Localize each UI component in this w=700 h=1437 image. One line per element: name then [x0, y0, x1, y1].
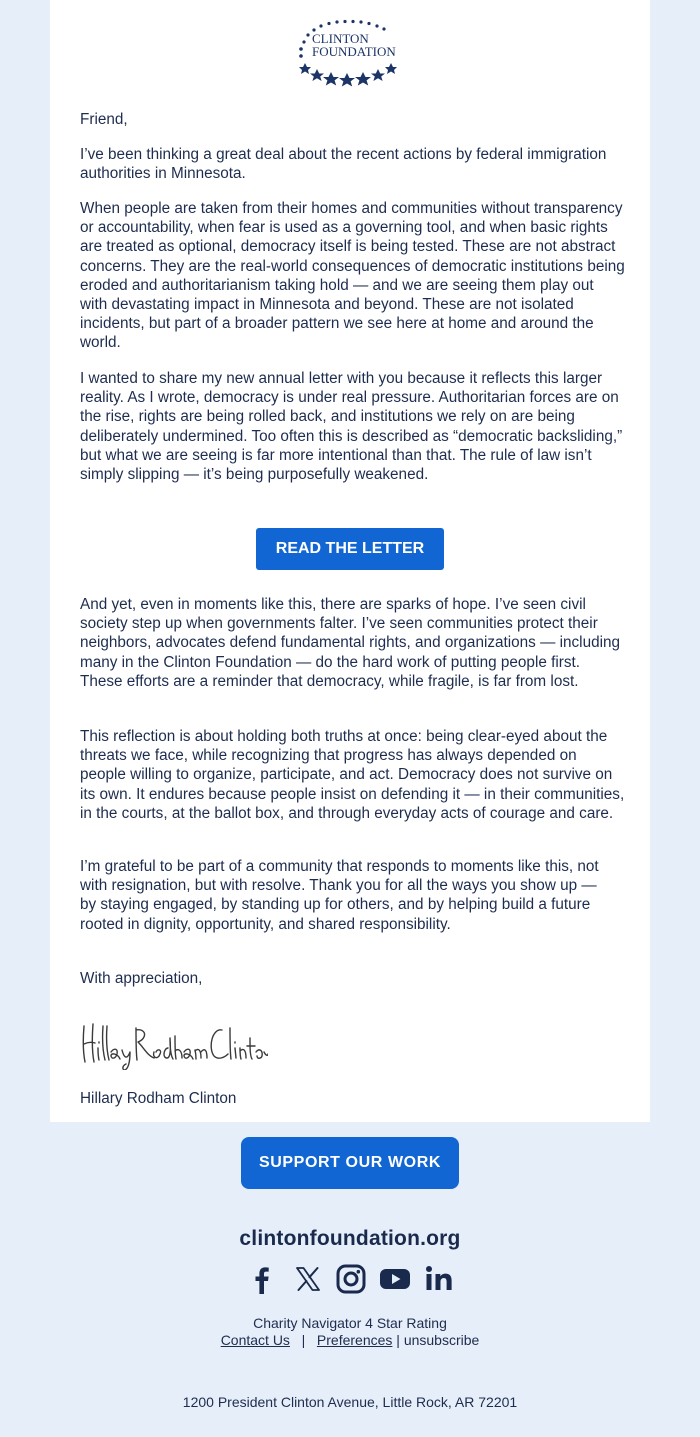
signer-name: Hillary Rodham Clinton	[80, 1090, 237, 1107]
greeting: Friend,	[80, 111, 128, 128]
charity-rating: Charity Navigator 4 Star Rating	[253, 1315, 447, 1331]
link-separator: |	[301, 1332, 306, 1348]
clinton-foundation-logo[interactable]	[290, 18, 412, 88]
letter-paragraph: I wanted to share my new annual letter with you because it reflects this larger reality. As I wrote, democracy is under real pressure. Authoritarian forces are on the rise, rights are being rolled back, and institutions we rely on are being deliberately undermined. Too often this is described as “democratic backsliding,” but what we are seeing is far more intentional than that. The rule of law isn’t simply slipping — it’s being purposefully weakened.	[80, 370, 623, 484]
logo-text-clinton: CLINTON	[312, 31, 369, 46]
support-our-work-button[interactable]: SUPPORT OUR WORK	[241, 1137, 459, 1189]
letter-paragraph: I’ve been thinking a great deal about the recent actions by federal immigration authorities in Minnesota.	[80, 146, 607, 183]
x-icon[interactable]	[292, 1263, 324, 1295]
postal-address: 1200 President Clinton Avenue, Little Rock, AR 72201	[182, 1394, 518, 1410]
facebook-icon[interactable]	[246, 1263, 278, 1295]
read-the-letter-button[interactable]: READ THE LETTER	[256, 528, 444, 570]
preferences-link[interactable]: Preferences	[316, 1332, 393, 1348]
closing: With appreciation,	[80, 970, 203, 987]
instagram-icon[interactable]	[335, 1263, 367, 1295]
website-link[interactable]: clintonfoundation.org	[239, 1227, 461, 1250]
letter-paragraph: This reflection is about holding both truths at once: being clear-eyed about the threats we face, while recognizing that progress has always depended on people willing to organize, participate, and act. Democracy does not survive on its own. It endures because people insist on defending it — in their communities, in the courts, at the ballot box, and through everyday acts of courage and care.	[80, 728, 625, 822]
logo-text-foundation: FOUNDATION	[312, 44, 396, 59]
unsubscribe-link[interactable]: | unsubscribe	[396, 1332, 480, 1348]
email-card	[50, 0, 650, 1122]
linkedin-icon[interactable]	[423, 1263, 455, 1295]
link-separator	[294, 1332, 302, 1348]
contact-us-link[interactable]: Contact Us	[220, 1332, 290, 1348]
footer-links	[0, 1332, 700, 1348]
youtube-icon[interactable]	[379, 1263, 411, 1295]
signature	[78, 1018, 268, 1070]
letter-paragraph: And yet, even in moments like this, there are sparks of hope. I’ve seen civil society step up when governments falter. I’ve seen communities protect their neighbors, advocates defend fundamental rights, and organizations — including many in the Clinton Foundation — do the hard work of putting people first. These efforts are a reminder that democracy, while fragile, is far from lost.	[80, 596, 620, 690]
letter-paragraph: I’m grateful to be part of a community that responds to moments like this, not with resignation, but with resolve. Thank you for all the ways you show up — by staying engaged, by standing up for others, and by helping build a future rooted in dignity, opportunity, and shared responsibility.	[80, 858, 599, 933]
letter-paragraph: When people are taken from their homes and communities without transparency or accountability, when fear is used as a governing tool, and when basic rights are treated as optional, democracy itself is being tested. These are not abstract concerns. They are the real-world consequences of democratic institutions being eroded and authoritarianism taking hold — and we are seeing them play out with devastating impact in Minnesota and beyond. These are not isolated incidents, but part of a broader pattern we see here at home and around the world.	[80, 200, 625, 352]
